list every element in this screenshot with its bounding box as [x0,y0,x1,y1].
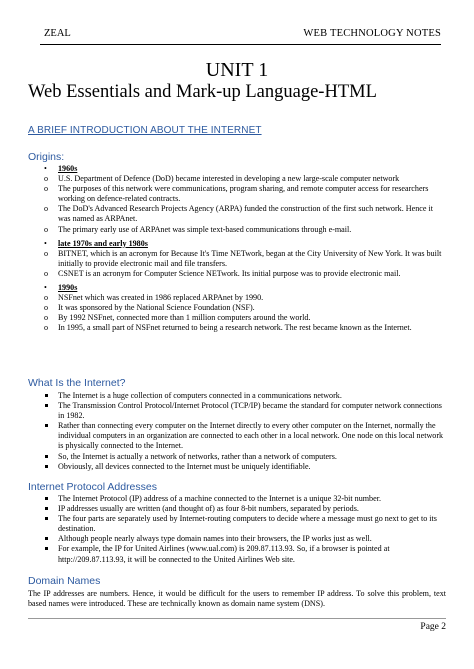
domain-paragraph: The IP addresses are numbers. Hence, it would be difficult for the users to remember IP address. To solve this problem, text based names were introduced. These are technically known as domain name system (DNS). [28,589,446,608]
list-item: Obviously, all devices connected to the Internet must be uniquely identifiable. [40,462,445,472]
ip-list [40,494,445,565]
square-bullet-icon [45,394,48,397]
circle-bullet-icon: o [44,204,49,214]
header-left: ZEAL [44,28,71,39]
bullet-icon: • [44,164,47,173]
circle-bullet-icon: o [44,184,49,194]
list-item: The Internet is a huge collection of computers connected in a communications network. [40,391,445,401]
header-right: WEB TECHNOLOGY NOTES [303,28,441,39]
list-item: o The DoD's Advanced Research Projects Agency (ARPA) funded the construction of the first such network. Hence it was named as ARPAnet. [44,204,433,224]
domain-heading: Domain Names [28,575,101,587]
list-item: o The purposes of this network were communications, program sharing, and remote computer access for researchers working on defence-related contracts. [44,184,429,204]
bullet-icon: • [44,283,47,293]
square-bullet-icon [45,465,48,468]
circle-bullet-icon: o [44,293,49,303]
list-item: o By 1992 NSFnet, connected more than 1 million computers around the world. [44,313,311,323]
list-item: o BITNET, which is an acronym for Because It's Time NETwork, began at the City University of New York. It was built initially to provide electronic mail and file transfers. [44,248,442,268]
origins-heading: Origins: [28,151,65,163]
list-item: o NSFnet which was created in 1986 replaced ARPAnet by 1990. [44,293,264,303]
list-item: IP addresses usually are written (and thought of) as four 8-bit numbers, separated by periods. [40,504,445,514]
square-bullet-icon [45,517,48,520]
list-item: o In 1995, a small part of NSFnet returned to being a research network. The rest became known as the Internet. [44,323,412,333]
list-item: The Internet Protocol (IP) address of a machine connected to the Internet is a unique 32-bit number. [40,494,445,504]
list-item: For example, the IP for United Airlines (www.ual.com) is 209.87.113.93. So, if a browser is pointed at http://209.87.113.93, it will be connected to the United Airlines Web site. [40,544,445,564]
bullet-icon: • [44,238,47,248]
page-footer [28,618,446,632]
square-bullet-icon [45,547,48,550]
list-item: o It was sponsored by the National Science Foundation (NSF). [44,303,255,313]
list-item: o U.S. Department of Defence (DoD) became interested in developing a new large-scale computer network [44,174,400,184]
page-header [40,27,441,45]
circle-bullet-icon: o [44,303,49,313]
circle-bullet-icon: o [44,224,49,234]
list-item: So, the Internet is actually a network of networks, rather than a network of computers. [40,452,445,462]
list-item: The Transmission Control Protocol/Internet Protocol (TCP/IP) became the standard for computer network connections in 1982. [40,401,445,421]
circle-bullet-icon: o [44,268,49,278]
era-1970s-1980s [40,239,445,249]
list-item: o The primary early use of ARPAnet was simple text-based communications through e-mail. [44,224,352,234]
list-item: o CSNET is an acronym for Computer Science NETwork. Its initial purpose was to provide electronic mail. [44,268,401,278]
circle-bullet-icon: o [44,174,49,184]
square-bullet-icon [45,424,48,427]
what-list [40,391,445,472]
list-item: The four parts are separately used by Internet-routing computers to decide where a message must go next to get to its destination. [40,514,445,534]
square-bullet-icon [45,455,48,458]
square-bullet-icon [45,537,48,540]
list-item: Although people nearly always type domain names into their browsers, the IP works just as well. [40,534,445,544]
era-1990s [40,283,445,293]
era-label: 1990s [58,283,78,293]
circle-bullet-icon: o [44,323,49,333]
era-label: late 1970s and early 1980s [58,238,148,248]
chapter-subtitle: Web Essentials and Mark-up Language-HTML [28,82,377,102]
what-heading: What Is the Internet? [28,377,126,389]
square-bullet-icon [45,507,48,510]
ip-heading: Internet Protocol Addresses [28,481,157,493]
page-number: Page 2 [420,622,446,632]
square-bullet-icon [45,404,48,407]
circle-bullet-icon: o [44,248,49,258]
origins-list [40,164,445,334]
era-1960s [40,164,445,174]
square-bullet-icon [45,497,48,500]
era-label: 1960s [58,164,78,173]
section-title: A BRIEF INTRODUCTION ABOUT THE INTERNET [28,125,262,136]
unit-title: UNIT 1 [205,59,269,81]
list-item: Rather than connecting every computer on the Internet directly to every other computer on the Internet, normally the individual computers in an organization are connected to each other in a local network. One node on this local network is physically connected to the Internet. [40,421,445,451]
circle-bullet-icon: o [44,313,49,323]
